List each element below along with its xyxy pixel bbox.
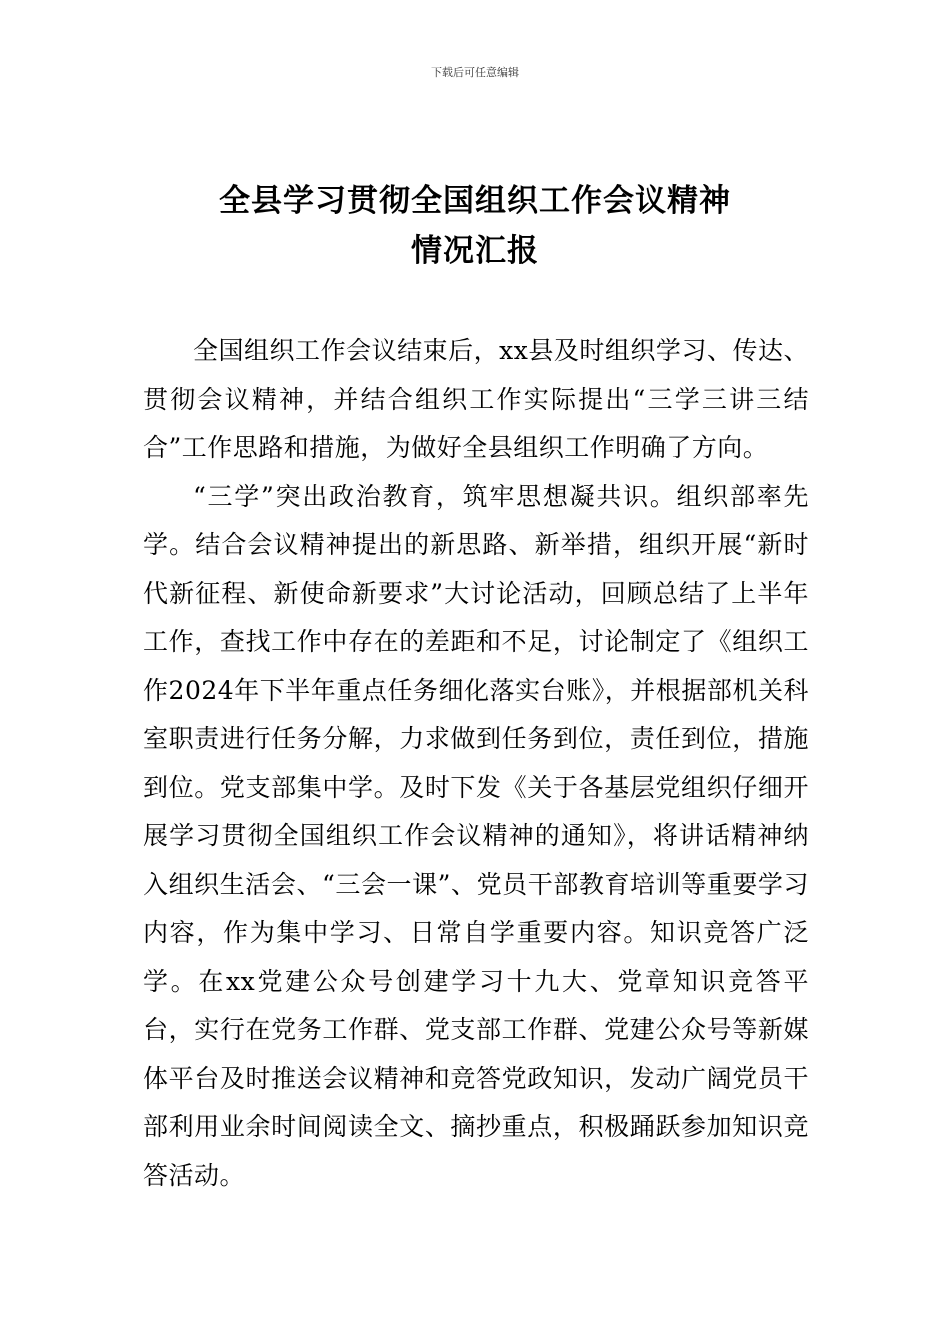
title-line-2: 情况汇报: [411, 233, 539, 269]
title-line-1: 全县学习贯彻全国组织工作会议精神: [219, 183, 731, 219]
document-title: [0, 176, 950, 276]
paragraph-1: 全国组织工作会议结束后，xx县及时组织学习、传达、贯彻会议精神，并结合组织工作实际提出“三学三讲三结合”工作思路和措施，为做好全县组织工作明确了方向。: [143, 336, 809, 462]
header-note: 下载后可任意编辑: [431, 66, 519, 79]
paragraph-2: “三学”突出政治教育，筑牢思想凝共识。组织部率先学。结合会议精神提出的新思路、新举措，组织开展“新时代新征程、新使命新要求”大讨论活动，回顾总结了上半年工作，查找工作中存在的差距和不足，讨论制定了《组织工作2024年下半年重点任务细化落实台账》，并根据部机关科室职责进行任务分解，力求做到任务到位，责任到位，措施到位。党支部集中学。及时下发《关于各基层党组织仔细开展学习贯彻全国组织工作会议精神的通知》，将讲话精神纳入组织生活会、“三会一课”、党员干部教育培训等重要学习内容，作为集中学习、日常自学重要内容。知识竞答广泛学。在xx党建公众号创建学习十九大、党章知识竞答平台，实行在党务工作群、党支部工作群、党建公众号等新媒体平台及时推送会议精神和竞答党政知识，发动广阔党员干部利用业余时间阅读全文、摘抄重点，积极踊跃参加知识竞答活动。: [143, 481, 809, 1190]
document-body: [143, 327, 809, 1200]
